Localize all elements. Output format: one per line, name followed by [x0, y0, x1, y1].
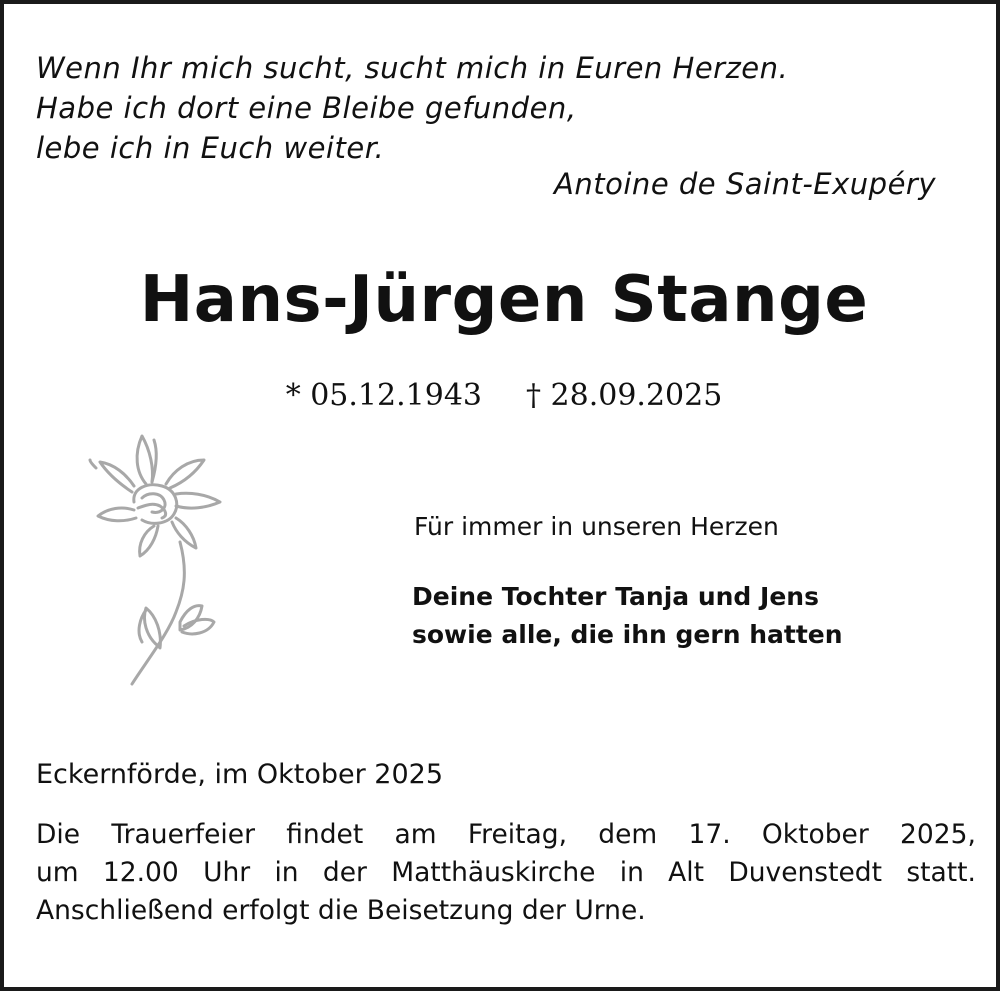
funeral-word: findet [286, 819, 364, 850]
funeral-word: Trauerfeier [111, 819, 255, 850]
funeral-word: 17. [688, 819, 731, 850]
funeral-word: in [274, 857, 299, 888]
death-date: † 28.09.2025 [526, 378, 723, 413]
poem-line: Wenn Ihr mich sucht, sucht mich in Euren Herzen. [36, 51, 789, 85]
funeral-word: 2025, [900, 819, 976, 850]
birth-date: * 05.12.1943 [285, 378, 482, 413]
funeral-word: Matthäuskirche [391, 857, 596, 888]
funeral-word: Alt [668, 857, 705, 888]
funeral-word: Uhr [203, 857, 251, 888]
mourners [412, 578, 843, 654]
funeral-word: Duvenstedt [728, 857, 883, 888]
poem-author: Antoine de Saint-Exupéry [554, 167, 936, 201]
funeral-word: dem [598, 819, 658, 850]
funeral-word: Oktober [761, 819, 869, 850]
deceased-name: Hans-Jürgen Stange [139, 263, 869, 337]
poem-quote [36, 48, 788, 168]
funeral-word: in [619, 857, 644, 888]
funeral-word: Die [36, 819, 81, 850]
funeral-line: Anschließend erfolgt die Beisetzung der Urne. [36, 895, 646, 926]
funeral-line [36, 816, 976, 854]
life-dates [4, 376, 1000, 416]
flower-icon [76, 422, 248, 690]
funeral-word: Freitag, [467, 819, 568, 850]
funeral-line [36, 854, 976, 892]
funeral-word: der [322, 857, 367, 888]
funeral-word: um [36, 857, 79, 888]
funeral-notice [36, 816, 976, 930]
poem-line: Habe ich dort eine Bleibe gefunden, [36, 91, 577, 125]
place-date: Eckernförde, im Oktober 2025 [36, 759, 444, 790]
remembrance-phrase: Für immer in unseren Herzen [414, 512, 779, 541]
mourners-line: sowie alle, die ihn gern hatten [412, 620, 843, 649]
funeral-word: am [394, 819, 437, 850]
funeral-word: 12.00 [102, 857, 179, 888]
poem-line: lebe ich in Euch weiter. [36, 131, 385, 165]
mourners-line: Deine Tochter Tanja und Jens [412, 582, 819, 611]
funeral-word: statt. [906, 857, 976, 888]
